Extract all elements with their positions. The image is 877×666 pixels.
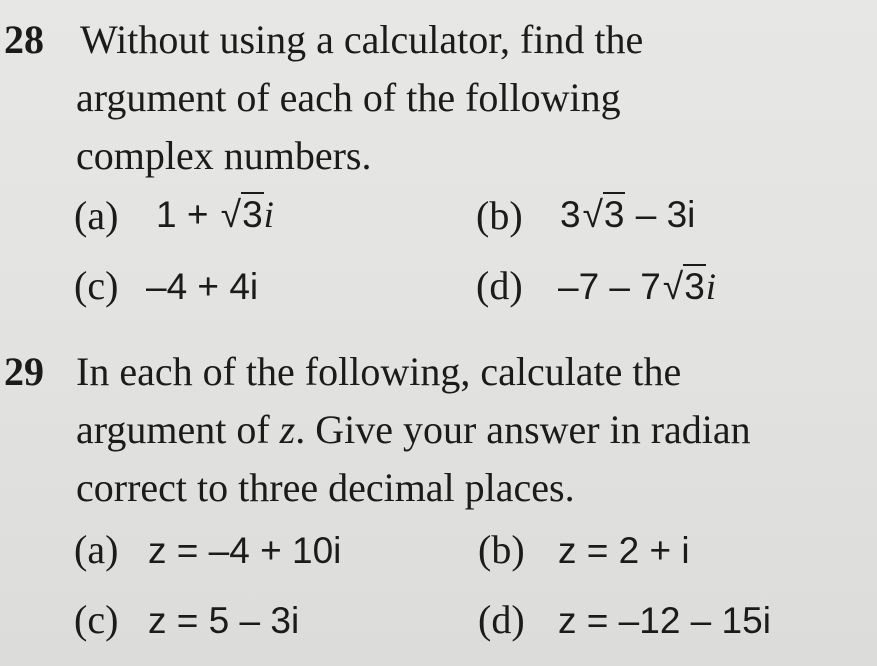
question-28-part-d-expression <box>558 268 716 306</box>
expr-text: –7 – 7 <box>558 266 661 307</box>
question-29-line-2 <box>76 407 751 452</box>
question-28-part-b-expression <box>560 196 695 233</box>
expr-text: 3 <box>560 194 581 235</box>
question-29-part-d-expression: z = –12 – 15i <box>558 600 771 641</box>
radical-sign: √ <box>582 194 603 235</box>
question-29-part-a-label: (a) <box>74 527 119 572</box>
question-28-part-b-label: (b) <box>476 193 523 238</box>
question-29-part-b-expression: z = 2 + i <box>558 530 690 571</box>
sqrt-symbol <box>581 196 626 233</box>
expr-text: i <box>705 267 717 308</box>
question-28-part-a-expression <box>156 196 274 234</box>
variable-z: z <box>279 407 296 452</box>
expr-text: – 3i <box>625 194 696 235</box>
radical-sign: √ <box>662 266 684 307</box>
radical-sign: √ <box>220 194 242 235</box>
question-29-line-3: correct to three decimal places. <box>76 465 575 510</box>
question-29-part-a-expression: z = –4 + 10i <box>148 530 342 571</box>
question-28-line-1: Without using a calculator, find the <box>80 17 644 62</box>
question-28-line-3: complex numbers. <box>76 133 372 178</box>
text-segment: . Give your answer in radian <box>295 407 751 452</box>
radicand: 3 <box>242 194 263 235</box>
question-28-part-c-expression: –4 + 4i <box>146 266 259 307</box>
question-29-part-d-label: (d) <box>478 597 525 642</box>
expr-text: 1 + <box>156 194 219 235</box>
radicand: 3 <box>603 194 625 235</box>
question-29-line-1: In each of the following, calculate the <box>76 349 682 394</box>
sqrt-symbol <box>219 196 264 233</box>
question-28-number: 28 <box>4 17 44 62</box>
question-29-part-b-label: (b) <box>478 527 525 572</box>
expr-text: i <box>263 195 274 236</box>
question-29-number: 29 <box>4 349 44 394</box>
text-segment: argument of <box>76 407 280 452</box>
question-28-line-2: argument of each of the following <box>76 75 621 120</box>
sqrt-symbol <box>661 268 706 305</box>
radicand: 3 <box>684 266 705 307</box>
question-28-part-a-label: (a) <box>74 193 119 238</box>
question-28-part-d-label: (d) <box>476 263 523 308</box>
question-29-part-c-label: (c) <box>74 597 119 642</box>
question-29-part-c-expression: z = 5 – 3i <box>148 600 300 641</box>
question-28-part-c-label: (c) <box>74 263 119 308</box>
